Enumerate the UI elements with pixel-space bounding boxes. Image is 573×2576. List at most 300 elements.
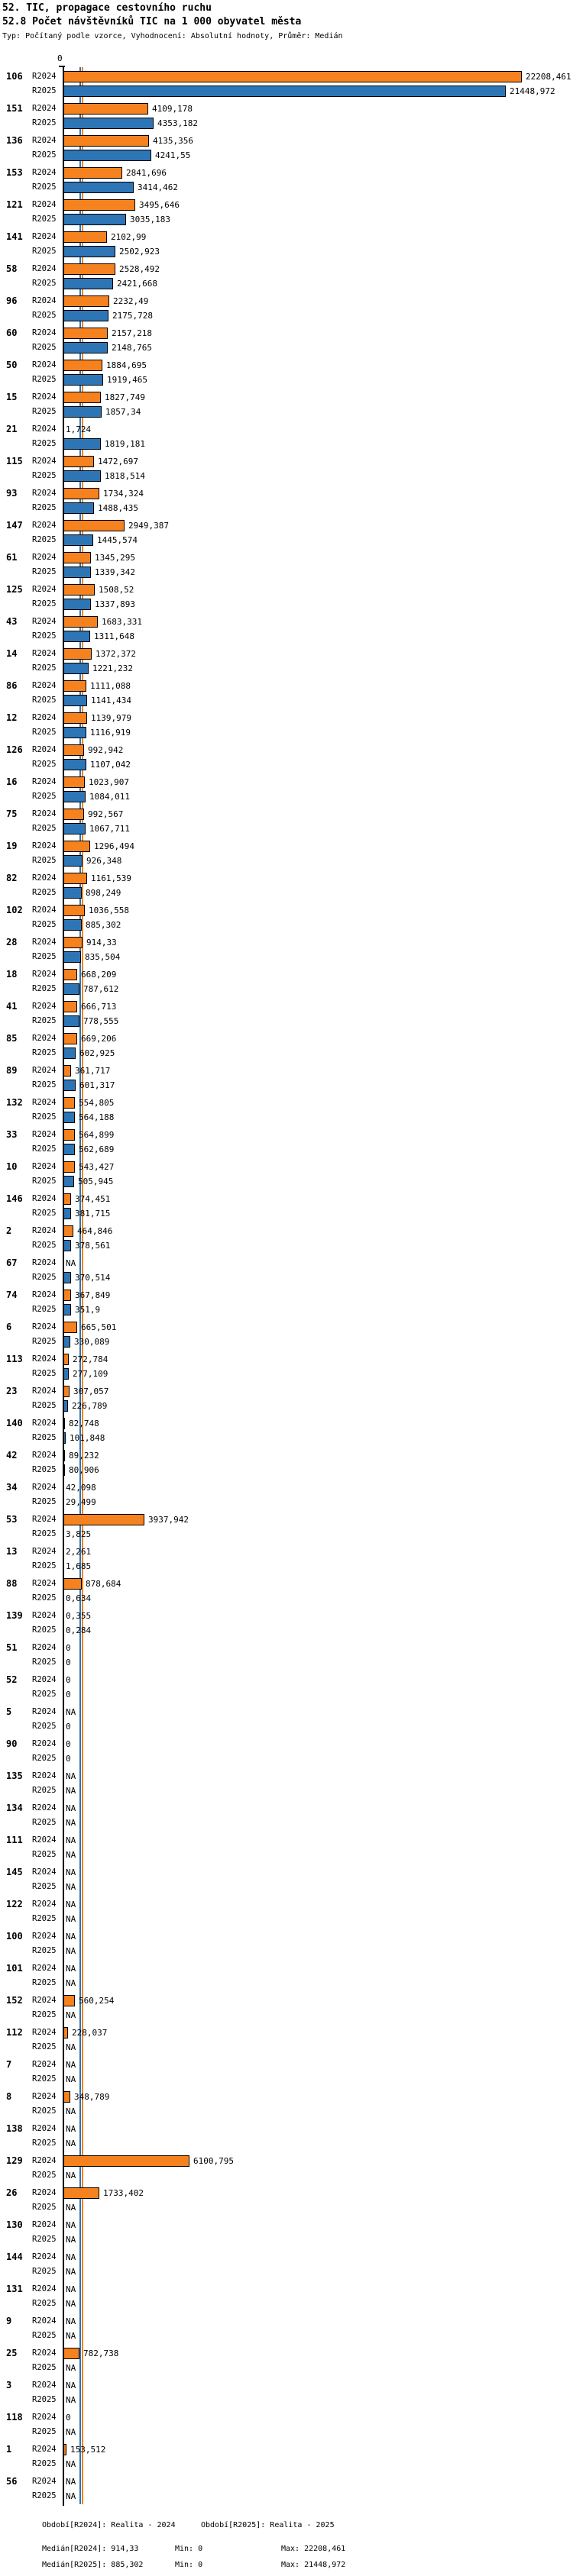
chart-row bbox=[0, 2444, 573, 2470]
value-label-r2024: 4109,178 bbox=[152, 104, 193, 114]
value-label-r2025: NA bbox=[66, 2171, 76, 2181]
value-label-r2024: 307,057 bbox=[73, 1386, 109, 1396]
bar-r2024 bbox=[63, 1193, 71, 1205]
series-label-r2025: R2025 bbox=[32, 2363, 57, 2372]
series-label-r2025: R2025 bbox=[32, 1625, 57, 1635]
series-label-r2024: R2024 bbox=[32, 649, 57, 658]
row-id-label: 21 bbox=[6, 424, 18, 434]
chart-row bbox=[0, 456, 573, 482]
chart-row bbox=[0, 2123, 573, 2149]
bar-r2025 bbox=[63, 342, 108, 353]
bar-r2024 bbox=[63, 1322, 77, 1333]
series-label-r2025: R2025 bbox=[32, 1209, 57, 1218]
value-label-r2025: 1116,919 bbox=[90, 728, 131, 738]
value-label-r2025: NA bbox=[66, 2267, 76, 2277]
series-label-r2025: R2025 bbox=[32, 2331, 57, 2340]
legend-period-r2025: Období[R2025]: Realita - 2025 bbox=[201, 2521, 335, 2529]
value-label-r2024: NA bbox=[66, 2124, 76, 2134]
bar-r2024 bbox=[63, 103, 148, 115]
series-label-r2024: R2024 bbox=[32, 136, 57, 145]
chart-row bbox=[0, 1482, 573, 1508]
bar-r2025 bbox=[63, 246, 115, 257]
row-id-label: 2 bbox=[6, 1225, 12, 1236]
value-label-r2025: 1818,514 bbox=[105, 471, 145, 481]
row-id-label: 135 bbox=[6, 1771, 23, 1781]
row-id-label: 18 bbox=[6, 969, 18, 980]
value-label-r2025: 1857,34 bbox=[105, 407, 141, 417]
series-label-r2024: R2024 bbox=[32, 2060, 57, 2069]
series-label-r2024: R2024 bbox=[32, 296, 57, 305]
row-id-label: 75 bbox=[6, 809, 18, 819]
series-label-r2024: R2024 bbox=[32, 938, 57, 947]
value-label-r2025: 787,612 bbox=[83, 984, 119, 994]
value-label-r2025: 3,825 bbox=[66, 1529, 92, 1539]
bar-r2024 bbox=[63, 135, 149, 147]
chart-row bbox=[0, 680, 573, 706]
series-label-r2025: R2025 bbox=[32, 279, 57, 288]
series-label-r2024: R2024 bbox=[32, 553, 57, 562]
series-label-r2025: R2025 bbox=[32, 920, 57, 929]
chart-row bbox=[0, 616, 573, 642]
axis-line bbox=[63, 66, 64, 2506]
value-label-r2024: 992,942 bbox=[88, 745, 124, 755]
value-label-r2024: 1472,697 bbox=[98, 457, 138, 466]
series-label-r2024: R2024 bbox=[32, 905, 57, 915]
value-label-r2024: 361,717 bbox=[75, 1066, 111, 1076]
value-label-r2025: 3414,462 bbox=[138, 182, 178, 192]
series-label-r2024: R2024 bbox=[32, 585, 57, 594]
value-label-r2025: 1919,465 bbox=[107, 375, 147, 385]
value-label-r2024: 1023,907 bbox=[89, 777, 129, 787]
chart-row bbox=[0, 71, 573, 97]
chart-row bbox=[0, 1738, 573, 1764]
bar-r2025 bbox=[63, 310, 108, 321]
value-label-r2025: 101,848 bbox=[70, 1433, 105, 1443]
series-label-r2025: R2025 bbox=[32, 1690, 57, 1699]
value-label-r2024: 348,789 bbox=[74, 2092, 110, 2102]
series-label-r2024: R2024 bbox=[32, 200, 57, 209]
series-label-r2024: R2024 bbox=[32, 2381, 57, 2390]
chart-row bbox=[0, 392, 573, 418]
row-id-label: 42 bbox=[6, 1450, 18, 1461]
series-label-r2025: R2025 bbox=[32, 1754, 57, 1763]
bar-r2024 bbox=[63, 1386, 70, 1397]
chart-row bbox=[0, 744, 573, 770]
value-label-r2024: 228,037 bbox=[72, 2028, 108, 2038]
bar-r2024 bbox=[63, 1290, 71, 1301]
series-label-r2025: R2025 bbox=[32, 1273, 57, 1282]
bar-r2025 bbox=[63, 1368, 69, 1380]
legend-min-r2024: Min: 0 bbox=[175, 2545, 203, 2553]
chart-row bbox=[0, 1578, 573, 1604]
value-label-r2024: NA bbox=[66, 1835, 76, 1845]
chart-row bbox=[0, 1963, 573, 1989]
series-label-r2025: R2025 bbox=[32, 1914, 57, 1923]
bar-r2025 bbox=[63, 567, 91, 578]
bar-r2025 bbox=[63, 1144, 75, 1155]
bar-r2025 bbox=[63, 502, 94, 514]
row-id-label: 23 bbox=[6, 1386, 18, 1396]
value-label-r2024: 2102,99 bbox=[111, 232, 147, 242]
chart-row bbox=[0, 2380, 573, 2406]
bar-r2025 bbox=[63, 1048, 76, 1059]
bar-r2025 bbox=[63, 534, 93, 546]
value-label-r2024: NA bbox=[66, 2060, 76, 2070]
value-label-r2025: NA bbox=[66, 1946, 76, 1956]
bar-r2025 bbox=[63, 1432, 66, 1444]
series-label-r2025: R2025 bbox=[32, 439, 57, 448]
chart-row bbox=[0, 1995, 573, 2021]
series-label-r2025: R2025 bbox=[32, 2042, 57, 2051]
series-label-r2024: R2024 bbox=[32, 1354, 57, 1364]
chart-row bbox=[0, 231, 573, 257]
bar-r2025 bbox=[63, 1080, 76, 1091]
series-label-r2024: R2024 bbox=[32, 1162, 57, 1171]
chart-row bbox=[0, 1418, 573, 1444]
value-label-r2024: 1296,494 bbox=[94, 841, 134, 851]
chart-row bbox=[0, 1033, 573, 1059]
bar-r2024 bbox=[63, 71, 522, 82]
bar-r2025 bbox=[63, 1112, 75, 1123]
legend-max-r2024: Max: 22208,461 bbox=[281, 2545, 346, 2553]
value-label-r2025: 4353,182 bbox=[157, 118, 198, 128]
series-label-r2025: R2025 bbox=[32, 663, 57, 673]
chart-row bbox=[0, 905, 573, 931]
row-id-label: 129 bbox=[6, 2155, 23, 2166]
value-label-r2024: 42,098 bbox=[66, 1483, 96, 1493]
value-label-r2025: 835,504 bbox=[85, 952, 121, 962]
chart-row bbox=[0, 841, 573, 867]
series-label-r2025: R2025 bbox=[32, 2010, 57, 2019]
value-label-r2025: 1221,232 bbox=[92, 663, 133, 673]
bar-r2024 bbox=[63, 392, 101, 403]
bar-r2025 bbox=[63, 86, 506, 97]
chart-row bbox=[0, 1065, 573, 1091]
value-label-r2024: 82,748 bbox=[69, 1419, 99, 1428]
chart-row bbox=[0, 424, 573, 450]
value-label-r2025: 21448,972 bbox=[510, 86, 555, 96]
series-label-r2024: R2024 bbox=[32, 1964, 57, 1973]
chart-row bbox=[0, 1546, 573, 1572]
value-label-r2025: 564,188 bbox=[79, 1112, 115, 1122]
value-label-r2025: 0 bbox=[66, 1658, 71, 1667]
series-label-r2025: R2025 bbox=[32, 1850, 57, 1859]
chart-row bbox=[0, 1771, 573, 1796]
series-label-r2025: R2025 bbox=[32, 1369, 57, 1378]
series-label-r2024: R2024 bbox=[32, 2092, 57, 2101]
value-label-r2024: NA bbox=[66, 2477, 76, 2487]
series-label-r2024: R2024 bbox=[32, 970, 57, 979]
bar-r2024 bbox=[63, 167, 122, 179]
row-id-label: 144 bbox=[6, 2252, 23, 2262]
row-id-label: 8 bbox=[6, 2091, 12, 2102]
value-label-r2025: 277,109 bbox=[73, 1369, 108, 1379]
row-id-label: 58 bbox=[6, 263, 18, 274]
bar-r2024 bbox=[63, 616, 98, 628]
bar-r2024 bbox=[63, 1129, 75, 1141]
value-label-r2025: NA bbox=[66, 2459, 76, 2469]
bar-r2025 bbox=[63, 118, 154, 129]
value-label-r2024: 2841,696 bbox=[126, 168, 167, 178]
series-label-r2025: R2025 bbox=[32, 407, 57, 416]
legend-min-r2025: Min: 0 bbox=[175, 2561, 203, 2569]
chart-row bbox=[0, 2316, 573, 2342]
chart-row bbox=[0, 776, 573, 802]
value-label-r2024: 1508,52 bbox=[99, 585, 134, 595]
bar-r2024 bbox=[63, 199, 135, 211]
series-label-r2024: R2024 bbox=[32, 1643, 57, 1652]
value-label-r2025: NA bbox=[66, 2363, 76, 2373]
bar-r2025 bbox=[63, 791, 86, 802]
value-label-r2024: NA bbox=[66, 1803, 76, 1813]
value-label-r2025: 2502,923 bbox=[119, 247, 160, 257]
chart-row bbox=[0, 2155, 573, 2181]
value-label-r2024: 1734,324 bbox=[103, 489, 144, 499]
value-label-r2024: 668,209 bbox=[81, 970, 117, 980]
row-id-label: 101 bbox=[6, 1963, 23, 1974]
chart-row bbox=[0, 1514, 573, 1540]
bar-r2024 bbox=[63, 2444, 66, 2455]
value-label-r2025: 562,689 bbox=[79, 1144, 115, 1154]
value-label-r2024: 2157,218 bbox=[112, 328, 152, 338]
series-label-r2024: R2024 bbox=[32, 617, 57, 626]
row-id-label: 131 bbox=[6, 2284, 23, 2294]
value-label-r2024: 6100,795 bbox=[193, 2156, 234, 2166]
series-label-r2025: R2025 bbox=[32, 247, 57, 256]
value-label-r2024: 22208,461 bbox=[526, 72, 571, 82]
series-label-r2025: R2025 bbox=[32, 1658, 57, 1667]
series-label-r2025: R2025 bbox=[32, 375, 57, 384]
chart-row bbox=[0, 1867, 573, 1893]
bar-r2024 bbox=[63, 1097, 75, 1109]
series-label-r2025: R2025 bbox=[32, 2459, 57, 2468]
row-id-label: 139 bbox=[6, 1610, 23, 1621]
bar-r2024 bbox=[63, 1225, 73, 1237]
series-label-r2024: R2024 bbox=[32, 328, 57, 337]
row-id-label: 6 bbox=[6, 1322, 12, 1332]
series-label-r2025: R2025 bbox=[32, 2299, 57, 2308]
bar-r2025 bbox=[63, 855, 83, 867]
row-id-label: 88 bbox=[6, 1578, 18, 1589]
series-label-r2024: R2024 bbox=[32, 1451, 57, 1460]
bar-r2025 bbox=[63, 374, 103, 386]
series-label-r2025: R2025 bbox=[32, 2139, 57, 2148]
series-label-r2024: R2024 bbox=[32, 2445, 57, 2454]
value-label-r2025: NA bbox=[66, 1914, 76, 1924]
series-label-r2025: R2025 bbox=[32, 567, 57, 576]
value-label-r2024: 564,899 bbox=[79, 1130, 115, 1140]
row-id-label: 112 bbox=[6, 2027, 23, 2038]
value-label-r2025: NA bbox=[66, 1818, 76, 1828]
value-label-r2024: 560,254 bbox=[79, 1996, 115, 2006]
value-label-r2025: 602,925 bbox=[79, 1048, 115, 1058]
value-label-r2025: 3035,183 bbox=[130, 215, 170, 224]
series-label-r2025: R2025 bbox=[32, 150, 57, 160]
bar-r2025 bbox=[63, 470, 101, 482]
series-label-r2024: R2024 bbox=[32, 1675, 57, 1684]
value-label-r2025: 370,514 bbox=[75, 1273, 111, 1283]
chart-row bbox=[0, 969, 573, 995]
bar-r2025 bbox=[63, 695, 87, 706]
series-label-r2025: R2025 bbox=[32, 1241, 57, 1250]
series-label-r2025: R2025 bbox=[32, 2427, 57, 2436]
series-label-r2025: R2025 bbox=[32, 1016, 57, 1025]
chart-row bbox=[0, 1899, 573, 1925]
series-label-r2025: R2025 bbox=[32, 952, 57, 961]
value-label-r2024: 0,355 bbox=[66, 1611, 92, 1621]
bar-r2025 bbox=[63, 150, 151, 161]
series-label-r2025: R2025 bbox=[32, 760, 57, 769]
value-label-r2025: NA bbox=[66, 1850, 76, 1860]
legend-median-r2025: Medián[R2025]: 885,302 bbox=[42, 2561, 144, 2569]
series-label-r2025: R2025 bbox=[32, 2074, 57, 2084]
series-label-r2024: R2024 bbox=[32, 777, 57, 786]
series-label-r2025: R2025 bbox=[32, 1305, 57, 1314]
bar-r2025 bbox=[63, 983, 79, 995]
value-label-r2024: 992,567 bbox=[88, 809, 124, 819]
chart-row bbox=[0, 2412, 573, 2438]
bar-r2024 bbox=[63, 2027, 68, 2039]
value-label-r2024: 3495,646 bbox=[139, 200, 180, 210]
value-label-r2024: 1161,539 bbox=[91, 873, 131, 883]
value-label-r2025: 381,715 bbox=[75, 1209, 111, 1219]
chart-row bbox=[0, 1931, 573, 1957]
series-label-r2024: R2024 bbox=[32, 168, 57, 177]
series-label-r2024: R2024 bbox=[32, 1258, 57, 1267]
series-label-r2024: R2024 bbox=[32, 841, 57, 851]
chart-row bbox=[0, 1097, 573, 1123]
series-label-r2025: R2025 bbox=[32, 1080, 57, 1089]
bar-r2025 bbox=[63, 1464, 65, 1476]
value-label-r2025: 1488,435 bbox=[98, 503, 138, 513]
series-label-r2025: R2025 bbox=[32, 728, 57, 737]
bar-r2024 bbox=[63, 680, 86, 692]
value-label-r2024: 1345,295 bbox=[95, 553, 135, 563]
row-id-label: 56 bbox=[6, 2476, 18, 2487]
series-label-r2025: R2025 bbox=[32, 471, 57, 480]
row-id-label: 93 bbox=[6, 488, 18, 499]
value-label-r2025: 2148,765 bbox=[112, 343, 152, 353]
chart-row bbox=[0, 1290, 573, 1315]
series-label-r2025: R2025 bbox=[32, 535, 57, 544]
row-id-label: 13 bbox=[6, 1546, 18, 1557]
bar-r2025 bbox=[63, 1015, 79, 1027]
series-label-r2024: R2024 bbox=[32, 1002, 57, 1011]
value-label-r2024: 1139,979 bbox=[91, 713, 131, 723]
row-id-label: 19 bbox=[6, 841, 18, 851]
row-id-label: 147 bbox=[6, 520, 23, 531]
series-label-r2024: R2024 bbox=[32, 2156, 57, 2165]
row-id-label: 16 bbox=[6, 776, 18, 787]
value-label-r2024: 272,784 bbox=[73, 1354, 108, 1364]
series-label-r2024: R2024 bbox=[32, 1707, 57, 1716]
value-label-r2024: 0 bbox=[66, 2413, 71, 2423]
value-label-r2024: NA bbox=[66, 2284, 76, 2294]
bar-r2025 bbox=[63, 663, 89, 674]
value-label-r2025: 1339,342 bbox=[95, 567, 135, 577]
value-label-r2025: 330,089 bbox=[74, 1337, 110, 1347]
value-label-r2025: NA bbox=[66, 2331, 76, 2341]
chart-row bbox=[0, 328, 573, 353]
series-label-r2025: R2025 bbox=[32, 1144, 57, 1154]
value-label-r2024: NA bbox=[66, 1932, 76, 1942]
value-label-r2025: 1337,893 bbox=[95, 599, 135, 609]
series-label-r2024: R2024 bbox=[32, 489, 57, 498]
page-title: 52. TIC, propagace cestovního ruchu bbox=[2, 2, 212, 14]
value-label-r2024: 2528,492 bbox=[119, 264, 160, 274]
series-label-r2024: R2024 bbox=[32, 2124, 57, 2133]
bar-r2025 bbox=[63, 1304, 71, 1315]
bar-r2024 bbox=[63, 360, 102, 371]
series-label-r2024: R2024 bbox=[32, 1835, 57, 1845]
value-label-r2025: 1,685 bbox=[66, 1561, 92, 1571]
row-id-label: 74 bbox=[6, 1290, 18, 1300]
value-label-r2024: 3937,942 bbox=[148, 1515, 189, 1525]
chart-row bbox=[0, 167, 573, 193]
chart-row bbox=[0, 2252, 573, 2277]
bar-r2024 bbox=[63, 744, 84, 756]
bar-r2024 bbox=[63, 2155, 189, 2167]
chart-row bbox=[0, 1322, 573, 1348]
value-label-r2025: 0 bbox=[66, 1722, 71, 1732]
row-id-label: 113 bbox=[6, 1354, 23, 1364]
bar-r2025 bbox=[63, 438, 101, 450]
value-label-r2024: 0 bbox=[66, 1675, 71, 1685]
series-label-r2024: R2024 bbox=[32, 457, 57, 466]
chart-row bbox=[0, 263, 573, 289]
value-label-r2025: 885,302 bbox=[86, 920, 121, 930]
row-id-label: 118 bbox=[6, 2412, 23, 2423]
row-id-label: 138 bbox=[6, 2123, 23, 2134]
bar-r2024 bbox=[63, 841, 90, 852]
series-label-r2025: R2025 bbox=[32, 1529, 57, 1538]
bar-r2025 bbox=[63, 182, 134, 193]
series-label-r2025: R2025 bbox=[32, 1465, 57, 1474]
chart-row bbox=[0, 1257, 573, 1283]
bar-r2024 bbox=[63, 1514, 144, 1525]
value-label-r2025: 1445,574 bbox=[97, 535, 138, 545]
value-label-r2024: 543,427 bbox=[79, 1162, 115, 1172]
series-label-r2025: R2025 bbox=[32, 856, 57, 865]
chart-row bbox=[0, 2091, 573, 2117]
value-label-r2024: 153,512 bbox=[70, 2445, 106, 2455]
row-id-label: 41 bbox=[6, 1001, 18, 1012]
series-label-r2024: R2024 bbox=[32, 2477, 57, 2486]
series-label-r2025: R2025 bbox=[32, 1818, 57, 1827]
bar-r2025 bbox=[63, 1208, 71, 1219]
row-id-label: 140 bbox=[6, 1418, 23, 1428]
series-label-r2024: R2024 bbox=[32, 681, 57, 690]
value-label-r2025: NA bbox=[66, 2010, 76, 2020]
value-label-r2024: NA bbox=[66, 1867, 76, 1877]
row-id-label: 14 bbox=[6, 648, 18, 659]
series-label-r2024: R2024 bbox=[32, 72, 57, 81]
chart-row bbox=[0, 103, 573, 129]
row-id-label: 111 bbox=[6, 1835, 23, 1845]
series-label-r2025: R2025 bbox=[32, 984, 57, 993]
series-label-r2024: R2024 bbox=[32, 1194, 57, 1203]
page-subtitle: 52.8 Počet návštěvníků TIC na 1 000 obyvatel města bbox=[2, 16, 302, 27]
chart-row bbox=[0, 1835, 573, 1861]
chart-row bbox=[0, 1354, 573, 1380]
row-id-label: 15 bbox=[6, 392, 18, 402]
series-label-r2024: R2024 bbox=[32, 1932, 57, 1941]
row-id-label: 102 bbox=[6, 905, 23, 915]
value-label-r2025: NA bbox=[66, 2491, 76, 2501]
series-label-r2024: R2024 bbox=[32, 1771, 57, 1780]
series-label-r2025: R2025 bbox=[32, 182, 57, 192]
chart-row bbox=[0, 2348, 573, 2374]
